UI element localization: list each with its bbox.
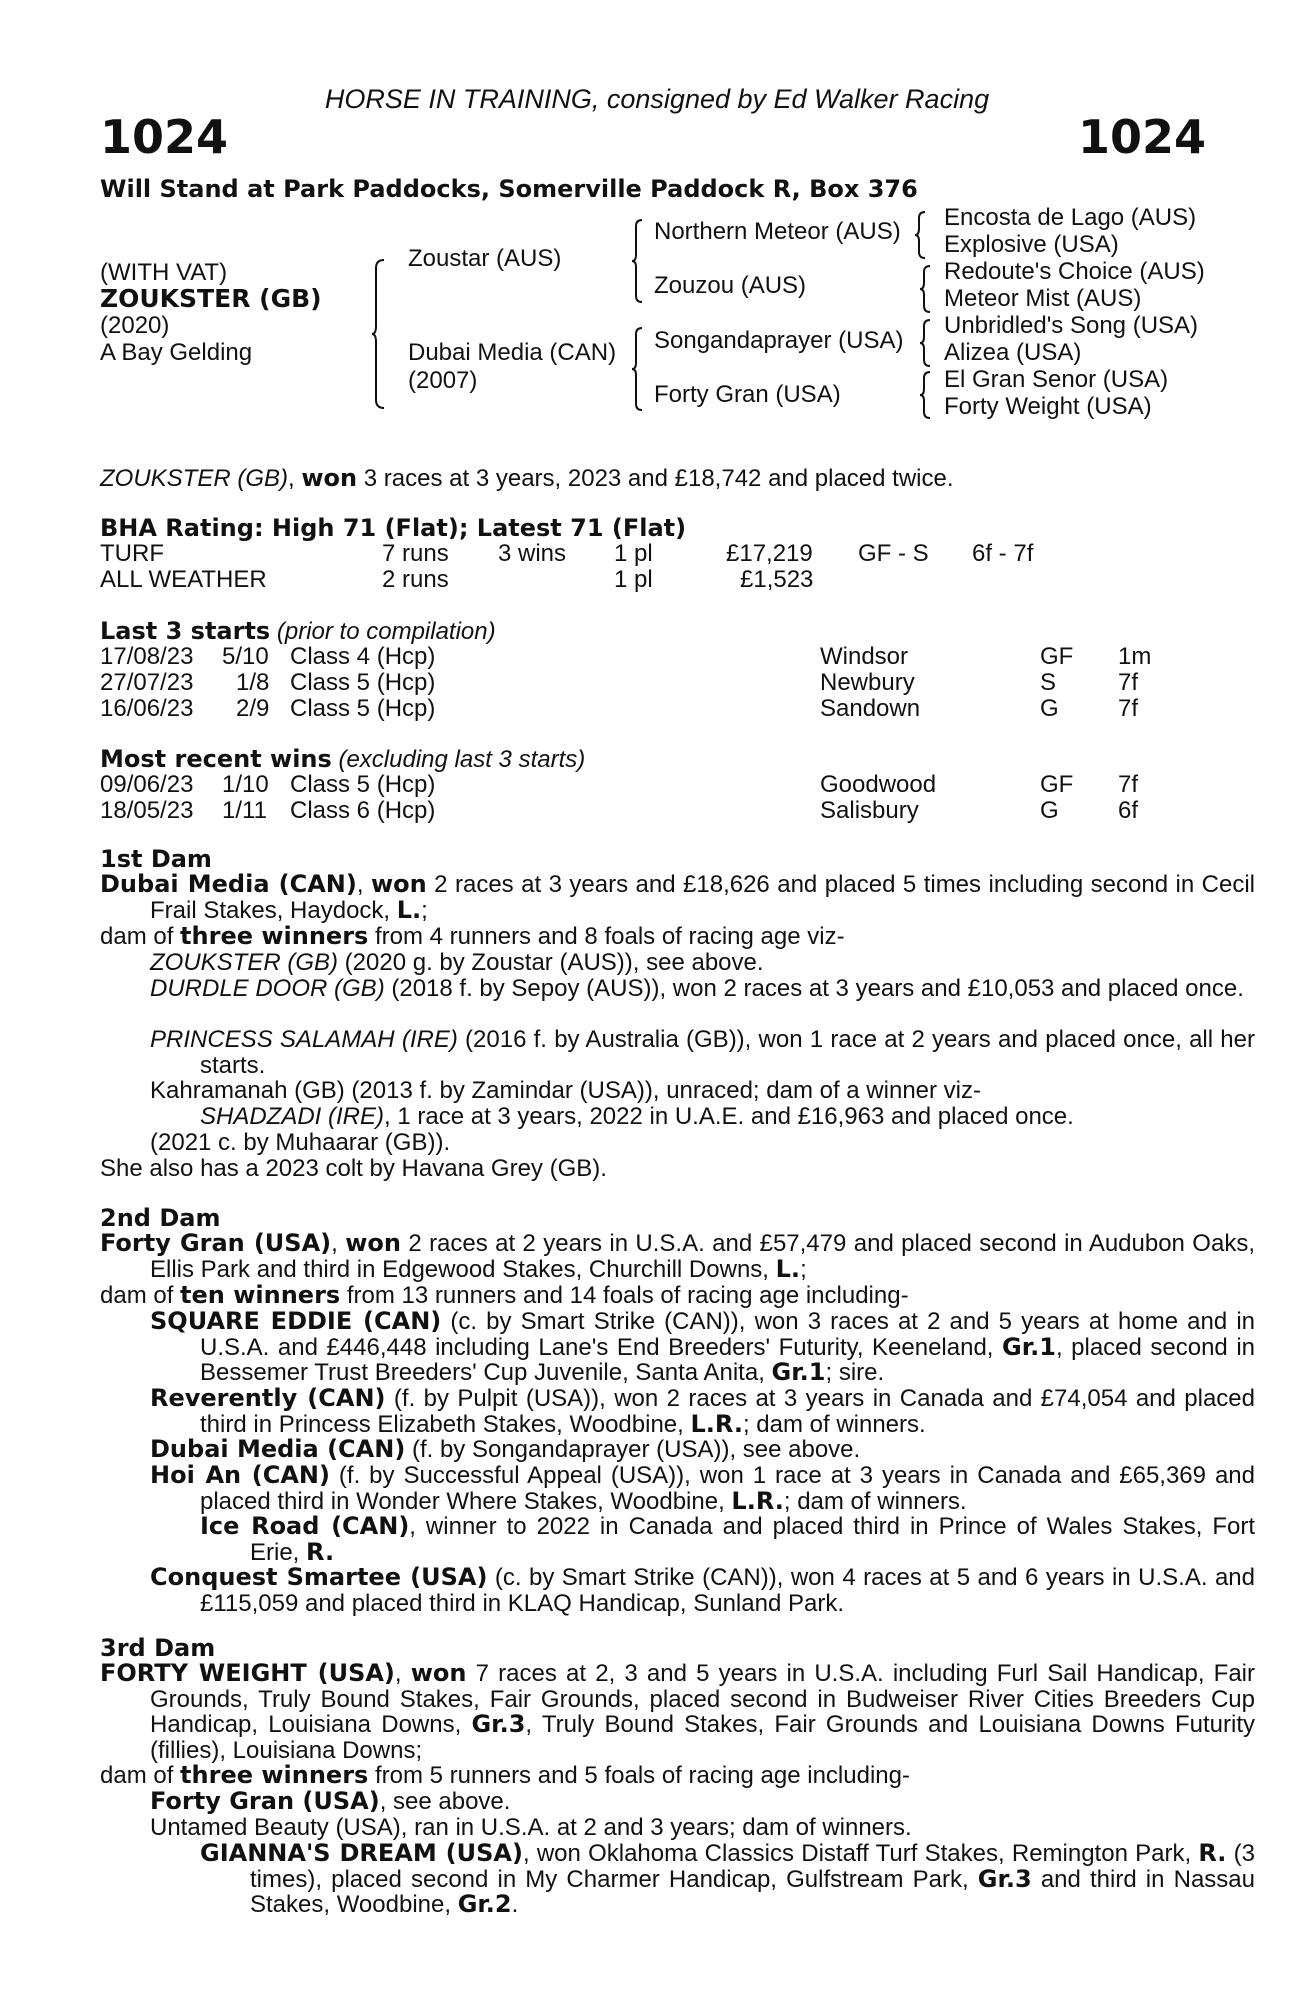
recent-win-1-course: Goodwood — [820, 771, 937, 798]
rating-aw-surface: ALL WEATHER — [100, 566, 267, 593]
last-start-1-dist: 1m — [1118, 643, 1152, 670]
dam3-produce-2: Untamed Beauty (USA), ran in U.S.A. at 2 and 3 years; dam of winners. — [150, 1814, 912, 1841]
last-start-3-going: G — [1040, 695, 1059, 722]
last-start-2-going: S — [1040, 669, 1057, 696]
last-start-2-dist: 7f — [1118, 669, 1139, 696]
pedigree-gen3-1: Encosta de Lago (AUS) — [944, 204, 1197, 231]
dam3-produce-1: Forty Gran (USA), see above. — [150, 1787, 511, 1815]
horse-description: A Bay Gelding — [100, 339, 253, 366]
dam1-record: Dubai Media (CAN), won 2 races at 3 years and £18,626 and placed 5 times including second in Cecil Frail Stakes, Haydock, L.; — [100, 870, 1255, 924]
dam3-produce-2a: GIANNA'S DREAM (USA), won Oklahoma Classics Distaff Turf Stakes, Remington Park, R. (3 times), placed second in My Charmer Handicap, Gulfstream Park, Gr.3 and third in Nassau Stakes, Woodbine, Gr.2. — [200, 1839, 1255, 1918]
dam2-produce-2: Reverently (CAN) (f. by Pulpit (USA)), won 2 races at 3 years in Canada and £74,054 and placed third in Princess Elizabeth Stakes, Woodbine, L.R.; dam of winners. — [150, 1384, 1255, 1438]
last-starts-heading: Last 3 starts (prior to compilation) — [100, 617, 496, 645]
pedigree-gen3-3: Redoute's Choice (AUS) — [944, 258, 1205, 285]
recent-win-1-dist: 7f — [1118, 771, 1139, 798]
rating-heading: BHA Rating: High 71 (Flat); Latest 71 (Flat) — [100, 514, 687, 542]
pedigree-dam-year: (2007) — [408, 367, 478, 394]
pedigree-bracket-main — [372, 258, 392, 410]
recent-win-2-date: 18/05/23 — [100, 797, 194, 824]
dam2-produce-summary: dam of ten winners from 13 runners and 14 foals of racing age including- — [100, 1281, 909, 1309]
pedigree-gen3-2: Explosive (USA) — [944, 231, 1119, 258]
vat-note: (WITH VAT) — [100, 259, 228, 286]
last-start-1-going: GF — [1040, 643, 1074, 670]
pedigree-bracket-dam — [632, 326, 648, 412]
dam2-produce-4a: Ice Road (CAN), winner to 2022 in Canada and placed third in Prince of Wales Stakes, Fort Erie, R. — [200, 1512, 1255, 1566]
dam1-produce-4: Kahramanah (GB) (2013 f. by Zamindar (USA)), unraced; dam of a winner viz- — [150, 1077, 981, 1104]
rating-aw-places: 1 pl — [614, 566, 653, 593]
last-start-1-date: 17/08/23 — [100, 643, 194, 670]
rating-turf-surface: TURF — [100, 540, 164, 567]
last-start-2-class: Class 5 (Hcp) — [290, 669, 436, 696]
pedigree-dam-dam: Forty Gran (USA) — [654, 381, 841, 408]
recent-win-2-class: Class 6 (Hcp) — [290, 797, 436, 824]
recent-win-2-pos: 1/11 — [222, 797, 267, 824]
rating-turf-going: GF - S — [858, 540, 929, 567]
pedigree-dam: Dubai Media (CAN) — [408, 339, 617, 366]
pedigree-sire: Zoustar (AUS) — [408, 245, 562, 272]
dam3-record: FORTY WEIGHT (USA), won 7 races at 2, 3 and 5 years in U.S.A. including Furl Sail Handicap, Fair Grounds, Truly Bound Stakes, Fair Grounds, placed second in Budweiser River Cities Breeders Cup Handicap, Louisiana Downs, Gr.3, Truly Bound Stakes, Fair Grounds and Louisiana Downs Futurity (fillies), Louisiana Downs; — [100, 1659, 1256, 1764]
dam1-produce-1: ZOUKSTER (GB) (2020 g. by Zoustar (AUS)), see above. — [150, 949, 764, 976]
recent-win-2-going: G — [1040, 797, 1059, 824]
summary-horse-name: ZOUKSTER (GB) — [100, 465, 289, 492]
last-start-3-class: Class 5 (Hcp) — [290, 695, 436, 722]
rating-turf-runs: 7 runs — [382, 540, 449, 567]
pedigree-gen3-7: El Gran Senor (USA) — [944, 366, 1169, 393]
last-start-3-pos: 2/9 — [236, 695, 270, 722]
recent-win-2-course: Salisbury — [820, 797, 919, 824]
summary-text: 3 races at 3 years, 2023 and £18,742 and placed twice. — [357, 465, 954, 492]
rating-aw-prize: £1,523 — [740, 566, 814, 593]
recent-win-2-dist: 6f — [1118, 797, 1139, 824]
pedigree-gen3-8: Forty Weight (USA) — [944, 393, 1152, 420]
recent-win-1-pos: 1/10 — [222, 771, 269, 798]
rating-turf-wins: 3 wins — [498, 540, 567, 567]
pedigree-gen3-5: Unbridled's Song (USA) — [944, 312, 1199, 339]
dam1-produce-5: (2021 c. by Muhaarar (GB)). — [150, 1129, 451, 1156]
foaling-year: (2020) — [100, 312, 170, 339]
dam1-heading: 1st Dam — [100, 845, 212, 873]
pedigree-sire-sire: Northern Meteor (AUS) — [654, 218, 901, 245]
horse-name: ZOUKSTER (GB) — [100, 284, 322, 313]
dam1-produce-summary: dam of three winners from 4 runners and 8 foals of racing age viz- — [100, 922, 845, 950]
rating-aw-runs: 2 runs — [382, 566, 449, 593]
pedigree-sire-dam: Zouzou (AUS) — [654, 272, 807, 299]
rating-turf-places: 1 pl — [614, 540, 653, 567]
last-start-2-date: 27/07/23 — [100, 669, 194, 696]
dam3-heading: 3rd Dam — [100, 1634, 216, 1662]
pedigree-bracket-g3-3 — [920, 318, 934, 368]
stabling-location: Will Stand at Park Paddocks, Somerville Paddock R, Box 376 — [100, 175, 918, 203]
dam2-produce-1: SQUARE EDDIE (CAN) (c. by Smart Strike (CAN)), won 3 races at 2 and 5 years at home and in U.S.A. and £446,448 including Lane's End Breeders' Futurity, Keeneland, Gr.1, placed second in Bessemer Trust Breeders' Cup Juvenile, Santa Anita, Gr.1; sire. — [150, 1307, 1255, 1386]
pedigree-gen3-6: Alizea (USA) — [944, 339, 1082, 366]
pedigree-bracket-g3-4 — [920, 370, 934, 420]
dam1-produce-4a: SHADZADI (IRE), 1 race at 3 years, 2022 in U.A.E. and £16,963 and placed once. — [200, 1103, 1074, 1130]
last-start-1-class: Class 4 (Hcp) — [290, 643, 436, 670]
last-start-1-pos: 5/10 — [222, 643, 269, 670]
last-start-1-course: Windsor — [820, 643, 909, 670]
dam2-record: Forty Gran (USA), won 2 races at 2 years in U.S.A. and £57,479 and placed second in Audubon Oaks, Ellis Park and third in Edgewood Stakes, Churchill Downs, L.; — [100, 1229, 1255, 1283]
recent-win-1-class: Class 5 (Hcp) — [290, 771, 436, 798]
pedigree-dam-sire: Songandaprayer (USA) — [654, 327, 904, 354]
dam2-produce-5: Conquest Smartee (USA) (c. by Smart Strike (CAN)), won 4 races at 5 and 6 years in U.S.A. and £115,059 and placed third in KLAQ Handicap, Sunland Park. — [150, 1563, 1255, 1617]
lot-number-right: 1024 — [1077, 110, 1206, 164]
pedigree-bracket-g3-1 — [915, 210, 929, 260]
summary-won: won — [301, 464, 358, 492]
pedigree-bracket-sire — [632, 218, 648, 304]
dam1-produce-3: PRINCESS SALAMAH (IRE) (2016 f. by Australia (GB)), won 1 race at 2 years and placed once, all her starts. — [150, 1026, 1255, 1079]
last-start-3-course: Sandown — [820, 695, 921, 722]
dam2-produce-3: Dubai Media (CAN) (f. by Songandaprayer (USA)), see above. — [150, 1435, 861, 1463]
dam1-produce-2: DURDLE DOOR (GB) (2018 f. by Sepoy (AUS)), won 2 races at 3 years and £10,053 and placed once. — [150, 975, 1244, 1002]
last-start-2-course: Newbury — [820, 669, 915, 696]
dam1-produce-6: She also has a 2023 colt by Havana Grey (GB). — [100, 1155, 607, 1182]
lot-number-left: 1024 — [100, 110, 229, 164]
last-start-3-date: 16/06/23 — [100, 695, 194, 722]
consignment-line: HORSE IN TRAINING, consigned by Ed Walker Racing — [324, 84, 990, 114]
recent-win-1-going: GF — [1040, 771, 1074, 798]
rating-turf-prize: £17,219 — [726, 540, 813, 567]
pedigree-gen3-4: Meteor Mist (AUS) — [944, 285, 1142, 312]
dam2-produce-4: Hoi An (CAN) (f. by Successful Appeal (USA)), won 1 race at 3 years in Canada and £65,369 and placed third in Wonder Where Stakes, Woodbine, L.R.; dam of winners. — [150, 1461, 1255, 1515]
dam3-produce-summary: dam of three winners from 5 runners and 5 foals of racing age including- — [100, 1761, 910, 1789]
pedigree-bracket-g3-2 — [920, 264, 934, 314]
last-start-2-pos: 1/8 — [236, 669, 270, 696]
recent-win-1-date: 09/06/23 — [100, 771, 194, 798]
last-start-3-dist: 7f — [1118, 695, 1139, 722]
rating-turf-distance: 6f - 7f — [972, 540, 1034, 567]
recent-wins-heading: Most recent wins (excluding last 3 starts) — [100, 745, 586, 773]
race-summary: ZOUKSTER (GB), won 3 races at 3 years, 2023 and £18,742 and placed twice. — [100, 464, 954, 492]
dam2-heading: 2nd Dam — [100, 1204, 221, 1232]
